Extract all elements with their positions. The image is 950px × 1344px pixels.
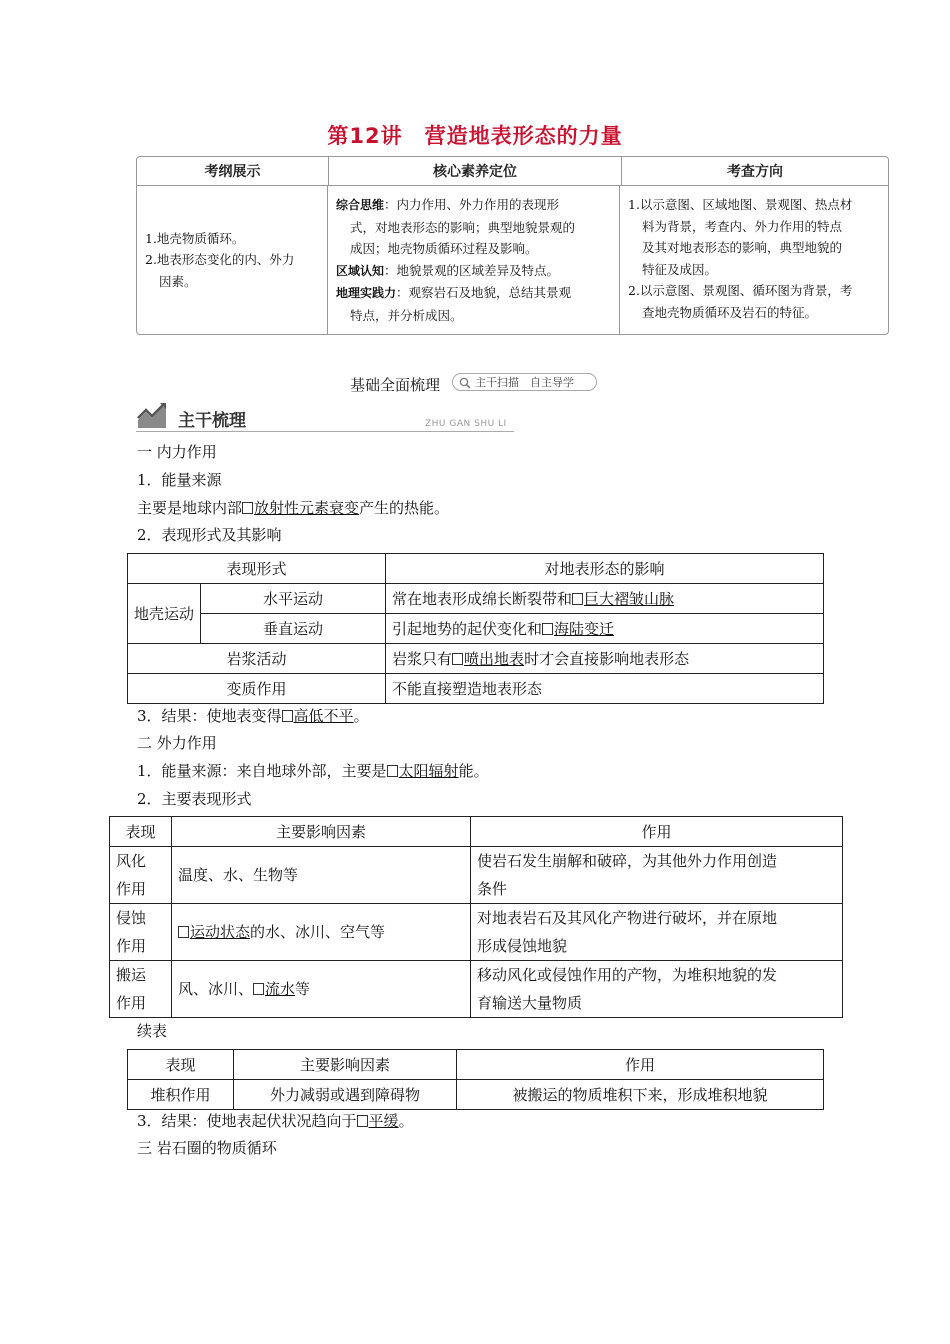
- section-main-title: 主干梳理: [178, 411, 246, 431]
- outline-table: [136, 156, 889, 335]
- magma-activity: 岩浆活动: [128, 644, 386, 674]
- section-main-pinyin: ZHU GAN SHU LI: [425, 419, 507, 429]
- th-effect: 作用: [471, 817, 843, 847]
- th-factors: 主要影响因素: [172, 817, 471, 847]
- literacy-line: 综合思维：内力作用、外力作用的表现形: [336, 197, 560, 212]
- crust-movement-cell: 地壳运动: [128, 584, 201, 644]
- scan-badge: 主干扫描 自主导学: [452, 373, 597, 391]
- heading-internal: 一 内力作用: [137, 443, 217, 461]
- literacy-line: 区域认知：地貌景观的区域差异及特点。: [336, 262, 560, 278]
- chart-trend-icon: [136, 402, 168, 430]
- energy-source-label: 1．能量来源: [137, 471, 222, 489]
- external-forces-table: [109, 816, 843, 1018]
- exam-direction-cell: [620, 186, 888, 334]
- header-exam-direction: 考查方向: [727, 164, 783, 180]
- th-factors: 主要影响因素: [234, 1050, 457, 1080]
- literacy-line: 式，对地表形态的影响；典型地貌景观的: [350, 219, 576, 235]
- literacy-line: 地理实践力：观察岩石及地貌，总结其景观: [336, 285, 572, 300]
- outline-line: 1.地壳物质循环。: [145, 230, 245, 246]
- external-energy: 1．能量来源：来自地球外部，主要是 太阳辐射能。: [137, 762, 489, 780]
- literacy-line: 成因；地壳物质循环过程及影响。: [350, 241, 538, 256]
- direction-line: 查地壳物质循环及岩石的特征。: [642, 304, 818, 320]
- magnifier-icon: [459, 377, 471, 389]
- deposition-effect: 被搬运的物质堆积下来，形成堆积地貌: [457, 1080, 824, 1110]
- direction-line: 及其对地表形态的影响，典型地貌的: [642, 240, 843, 255]
- erosion-factors: 运动状态的水、冰川、空气等: [172, 904, 471, 961]
- vertical-movement: 垂直运动: [201, 614, 386, 644]
- core-literacy-cell: [328, 186, 620, 334]
- transport-effect: 移动风化或侵蚀作用的产物，为堆积地貌的发 育输送大量物质: [471, 961, 843, 1018]
- basic-review-label: 基础全面梳理: [350, 376, 441, 394]
- main-forms-label: 2．主要表现形式: [137, 790, 252, 808]
- direction-line: 2.以示意图、景观图、循环图为背景，考: [628, 283, 853, 298]
- deposition-cell: 堆积作用: [128, 1080, 234, 1110]
- blank-box: [178, 926, 189, 938]
- header-exam-outline: 考纲展示: [137, 157, 329, 185]
- th-impact: 对地表形态的影响: [386, 554, 824, 584]
- th-form: 表现形式: [128, 554, 386, 584]
- blank-box: [357, 1115, 368, 1127]
- energy-source-text: 主要是地球内部 放射性元素衰变产生的热能。: [137, 499, 450, 517]
- horizontal-movement: 水平运动: [201, 584, 386, 614]
- blank-box: [282, 710, 293, 722]
- direction-line: 1.以示意图、区域地图、景观图、热点材: [628, 197, 853, 212]
- exam-outline-cell: [137, 186, 328, 334]
- section-divider: [136, 431, 514, 432]
- forms-label: 2．表现形式及其影响: [137, 526, 282, 544]
- magma-impact: 岩浆只有 喷出地表时才会直接影响地表形态: [386, 644, 824, 674]
- horizontal-impact: 常在地表形成绵长断裂带和 巨大褶皱山脉: [386, 584, 824, 614]
- th-expression: 表现: [128, 1050, 234, 1080]
- th-effect: 作用: [457, 1050, 824, 1080]
- blank-box: [542, 623, 553, 635]
- internal-forces-table: [127, 553, 824, 704]
- metamorphism: 变质作用: [128, 674, 386, 704]
- transport-cell: 搬运 作用: [110, 961, 172, 1018]
- metamorphism-impact: 不能直接塑造地表形态: [386, 674, 824, 704]
- blank-box: [387, 765, 398, 777]
- deposition-table: [127, 1049, 824, 1110]
- weathering-effect: 使岩石发生崩解和破碎，为其他外力作用创造 条件: [471, 847, 843, 904]
- outline-line: 因素。: [159, 273, 197, 289]
- vertical-impact: 引起地势的起伏变化和 海陆变迁: [386, 614, 824, 644]
- erosion-effect: 对地表岩石及其风化产物进行破坏，并在原地 形成侵蚀地貌: [471, 904, 843, 961]
- transport-factors: 风、冰川、 流水等: [172, 961, 471, 1018]
- continued-table-label: 续表: [137, 1022, 168, 1040]
- heading-rock-cycle: 三 岩石圈的物质循环: [137, 1139, 277, 1157]
- header-core-literacy: 核心素养定位: [329, 157, 622, 185]
- blank-box: [452, 653, 463, 665]
- weathering-cell: 风化 作用: [110, 847, 172, 904]
- blank-box: [572, 593, 583, 605]
- weathering-factors: 温度、水、生物等: [172, 847, 471, 904]
- deposition-factors: 外力减弱或遇到障碍物: [234, 1080, 457, 1110]
- direction-line: 特征及成因。: [642, 261, 718, 277]
- external-result: 3．结果：使地表起伏状况趋向于 平缓。: [137, 1112, 414, 1130]
- erosion-cell: 侵蚀 作用: [110, 904, 172, 961]
- direction-line: 料为背景，考查内、外力作用的特点: [642, 218, 843, 234]
- internal-result: 3．结果：使地表变得 高低不平。: [137, 707, 369, 725]
- outline-line: 2.地表形态变化的内、外力: [145, 252, 295, 268]
- blank-box: [242, 502, 253, 514]
- page-title: 第12讲 营造地表形态的力量: [327, 124, 623, 148]
- th-expression: 表现: [110, 817, 172, 847]
- literacy-line: 特点，并分析成因。: [350, 307, 463, 323]
- heading-external: 二 外力作用: [137, 734, 217, 752]
- blank-box: [253, 983, 264, 995]
